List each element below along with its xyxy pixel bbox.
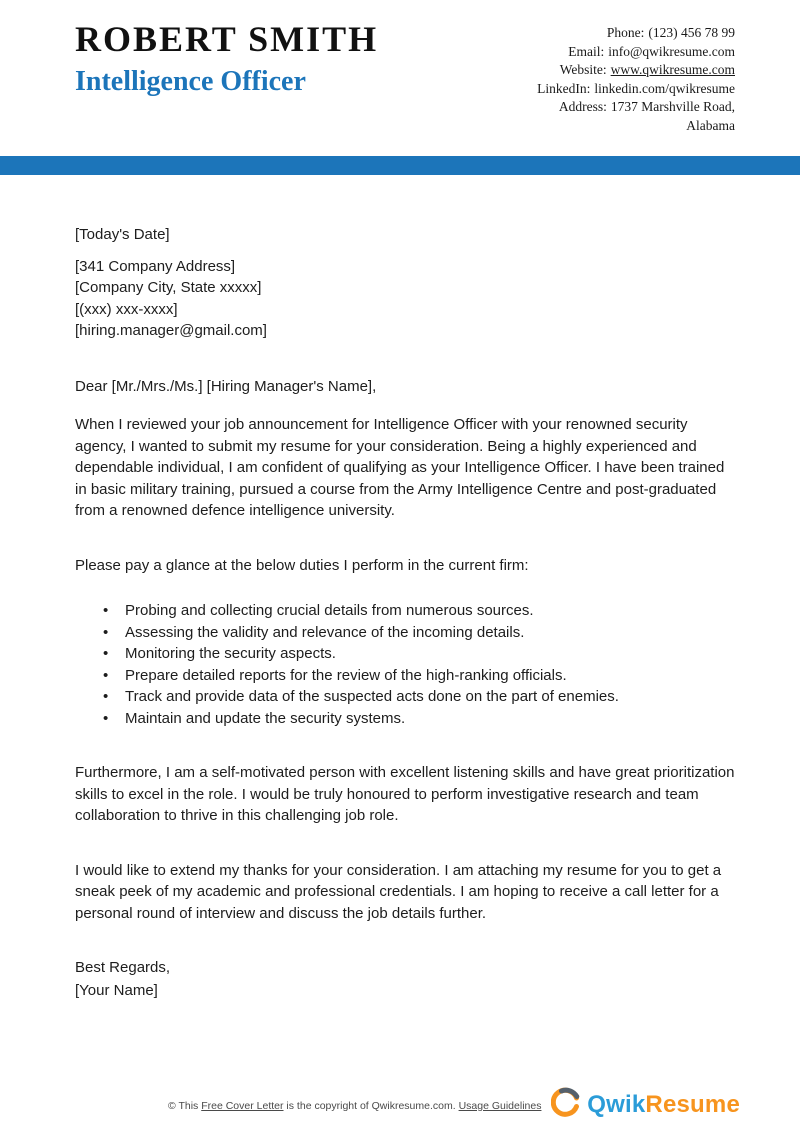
- recipient-line: [(xxx) xxx-xxxx]: [75, 300, 178, 318]
- contact-value: Alabama: [686, 117, 735, 133]
- salutation: Dear [Mr./Mrs./Ms.] [Hiring Manager's Name],: [75, 377, 377, 395]
- divider-bar: [0, 156, 800, 175]
- signature: [Your Name]: [75, 981, 158, 999]
- logo-text-resume: Resume: [645, 1090, 740, 1118]
- recipient-block: [75, 256, 737, 342]
- contact-label: LinkedIn:: [537, 80, 591, 96]
- contact-line-website: [537, 61, 735, 80]
- copyright-middle: is the copyright of Qwikresume.com.: [283, 1100, 459, 1112]
- duty-item: • Assessing the validity and relevance of the incoming details.: [125, 622, 737, 644]
- recipient-line: [Company City, State xxxxx]: [75, 279, 262, 296]
- contact-value: (123) 456 78 99: [648, 25, 735, 40]
- contact-value: 1737 Marshville Road,: [610, 99, 735, 114]
- recipient-line: [hiring.manager@gmail.com]: [75, 322, 267, 339]
- logo-text: [587, 1091, 740, 1119]
- duty-item: • Monitoring the security aspects.: [125, 643, 737, 665]
- contact-line-address: [537, 98, 735, 117]
- duty-item: • Track and provide data of the suspected acts done on the part of enemies.: [125, 686, 737, 708]
- contact-line-address-2: [537, 117, 735, 136]
- contact-info: [537, 24, 735, 135]
- closing: Best Regards,: [75, 959, 171, 976]
- thanks-paragraph: I would like to extend my thanks for your consideration. I am attaching my resume for you to get a sneak peek of my academic and professional credentials. I am hoping to receive a call letter for a personal round of interview and discuss the job details further.: [75, 861, 722, 922]
- usage-guidelines-link[interactable]: Usage Guidelines: [458, 1100, 542, 1112]
- duty-item: • Probing and collecting crucial details from numerous sources.: [125, 600, 737, 622]
- logo-text-qwik: Qwik: [587, 1090, 646, 1118]
- contact-line-phone: [537, 24, 735, 43]
- duties-list: [75, 600, 737, 729]
- header-identity: [75, 20, 378, 97]
- furthermore-paragraph: Furthermore, I am a self-motivated person with excellent listening skills and have great prioritization skills to excel in the role. I would be truly honoured to perform investigative research and team collaboration to thrive in this challenging job role.: [75, 764, 735, 824]
- recipient-line: [341 Company Address]: [75, 257, 236, 275]
- free-cover-letter-link[interactable]: Free Cover Letter: [201, 1100, 284, 1112]
- contact-label: Phone:: [606, 25, 645, 40]
- contact-label: Website:: [559, 62, 607, 77]
- duties-intro: Please pay a glance at the below duties I perform in the current firm:: [75, 556, 529, 574]
- intro-paragraph: When I reviewed your job announcement for Intelligence Officer with your renowned security agency, I wanted to submit my resume for your consideration. Being a highly experienced and dependable individual, I am confident of qualifying as your Intelligence Officer. I have been trained in basic military training, pursued a course from the Army Intelligence Centre and post-graduated from a renowned defence intelligence university.: [75, 416, 725, 519]
- footer-copyright: [168, 1100, 541, 1112]
- contact-label: Address:: [558, 99, 607, 114]
- qwikresume-logo-icon: [551, 1087, 581, 1122]
- contact-line-email: [537, 43, 735, 62]
- contact-label: Email:: [568, 43, 605, 59]
- date-line: [Today's Date]: [75, 226, 170, 243]
- person-title: Intelligence Officer: [75, 65, 306, 97]
- letter-body: [75, 224, 737, 1001]
- website-link[interactable]: www.qwikresume.com: [610, 62, 735, 77]
- person-name: ROBERT SMITH: [75, 19, 379, 59]
- qwikresume-logo: [551, 1087, 740, 1122]
- duty-item: • Maintain and update the security systems.: [125, 708, 737, 730]
- duty-item: • Prepare detailed reports for the review of the high-ranking officials.: [125, 665, 737, 687]
- contact-line-linkedin: [537, 80, 735, 99]
- contact-value: linkedin.com/qwikresume: [594, 80, 735, 96]
- contact-value: info@qwikresume.com: [608, 43, 735, 59]
- copyright-prefix: © This: [168, 1100, 202, 1112]
